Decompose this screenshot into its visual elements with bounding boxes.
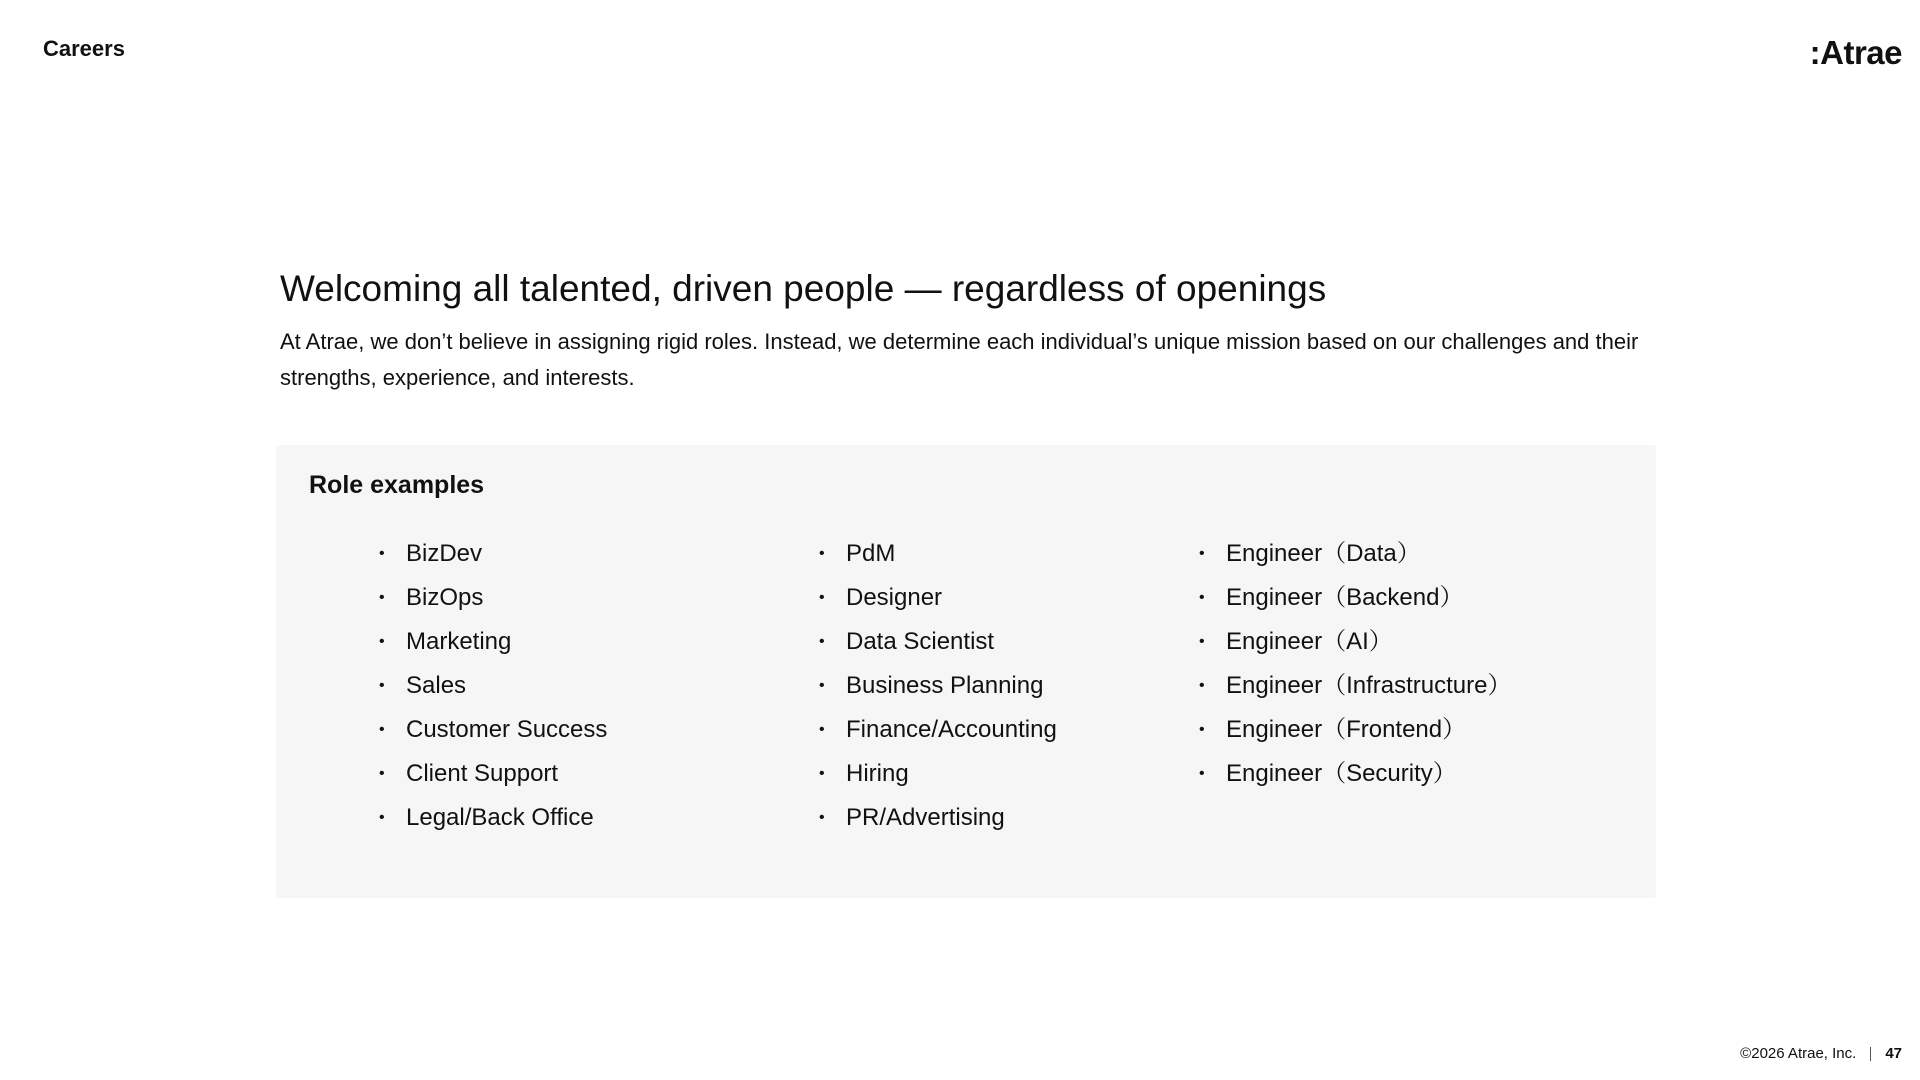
footer: [1740, 1045, 1902, 1062]
role-label: Engineer（Infrastructure）: [1226, 672, 1512, 699]
role-item: [1199, 627, 1511, 671]
role-list-engineering: [1199, 539, 1511, 803]
role-label: Engineer（Frontend）: [1226, 716, 1467, 743]
role-item: [379, 583, 607, 627]
role-label: Customer Success: [406, 716, 608, 743]
role-item: [379, 759, 607, 803]
role-item: [379, 627, 607, 671]
bullet-icon: •: [379, 809, 385, 826]
role-label: Designer: [846, 584, 943, 611]
role-label: Engineer（Backend）: [1226, 584, 1464, 611]
role-label: BizDev: [406, 540, 483, 567]
role-item: [379, 671, 607, 715]
bullet-icon: •: [819, 765, 825, 782]
page-number: 47: [1885, 1045, 1902, 1062]
bullet-icon: •: [379, 633, 385, 650]
role-item: [819, 803, 1057, 847]
role-examples-title: Role examples: [309, 471, 485, 499]
role-examples-panel: [276, 445, 1656, 898]
role-label: Business Planning: [846, 672, 1044, 699]
role-item: [1199, 671, 1511, 715]
role-label: Sales: [406, 672, 467, 699]
bullet-icon: •: [1199, 765, 1205, 782]
role-item: [819, 627, 1057, 671]
bullet-icon: •: [819, 545, 825, 562]
bullet-icon: •: [819, 721, 825, 738]
role-label: PdM: [846, 540, 896, 567]
role-item: [819, 759, 1057, 803]
role-item: [1199, 759, 1511, 803]
role-label: Data Scientist: [846, 628, 995, 655]
bullet-icon: •: [379, 545, 385, 562]
role-list-business: [379, 539, 607, 847]
role-label: Engineer（AI）: [1226, 628, 1393, 655]
bullet-icon: •: [379, 765, 385, 782]
role-label: Finance/Accounting: [846, 716, 1057, 743]
role-item: [1199, 539, 1511, 583]
role-item: [1199, 715, 1511, 759]
role-item: [819, 539, 1057, 583]
role-item: [1199, 583, 1511, 627]
role-label: Engineer（Security）: [1226, 760, 1457, 787]
bullet-icon: •: [379, 589, 385, 606]
bullet-icon: •: [1199, 545, 1205, 562]
bullet-icon: •: [819, 633, 825, 650]
role-label: Engineer（Data）: [1226, 540, 1421, 567]
company-logo: :Atrae: [1809, 34, 1902, 71]
role-list-product: [819, 539, 1057, 847]
bullet-icon: •: [1199, 721, 1205, 738]
role-item: [819, 715, 1057, 759]
role-item: [379, 803, 607, 847]
role-label: BizOps: [406, 584, 484, 611]
footer-divider: [1870, 1047, 1871, 1061]
role-item: [819, 583, 1057, 627]
role-item: [819, 671, 1057, 715]
bullet-icon: •: [379, 721, 385, 738]
section-label: Careers: [43, 36, 125, 61]
bullet-icon: •: [1199, 633, 1205, 650]
copyright-text: ©2026 Atrae, Inc.: [1740, 1045, 1857, 1062]
role-item: [379, 539, 607, 583]
bullet-icon: •: [819, 589, 825, 606]
bullet-icon: •: [819, 677, 825, 694]
role-label: Marketing: [406, 628, 512, 655]
role-label: Legal/Back Office: [406, 804, 594, 831]
bullet-icon: •: [1199, 589, 1205, 606]
bullet-icon: •: [819, 809, 825, 826]
bullet-icon: •: [1199, 677, 1205, 694]
role-label: Hiring: [846, 760, 909, 787]
role-label: Client Support: [406, 760, 559, 787]
role-label: PR/Advertising: [846, 804, 1005, 831]
page-description: At Atrae, we don’t believe in assigning rigid roles. Instead, we determine each individual’s unique mission based on our challenges and their strengths, experience, and interests.: [280, 329, 1639, 390]
page-heading: Welcoming all talented, driven people — regardless of openings: [280, 268, 1327, 309]
role-item: [379, 715, 607, 759]
bullet-icon: •: [379, 677, 385, 694]
